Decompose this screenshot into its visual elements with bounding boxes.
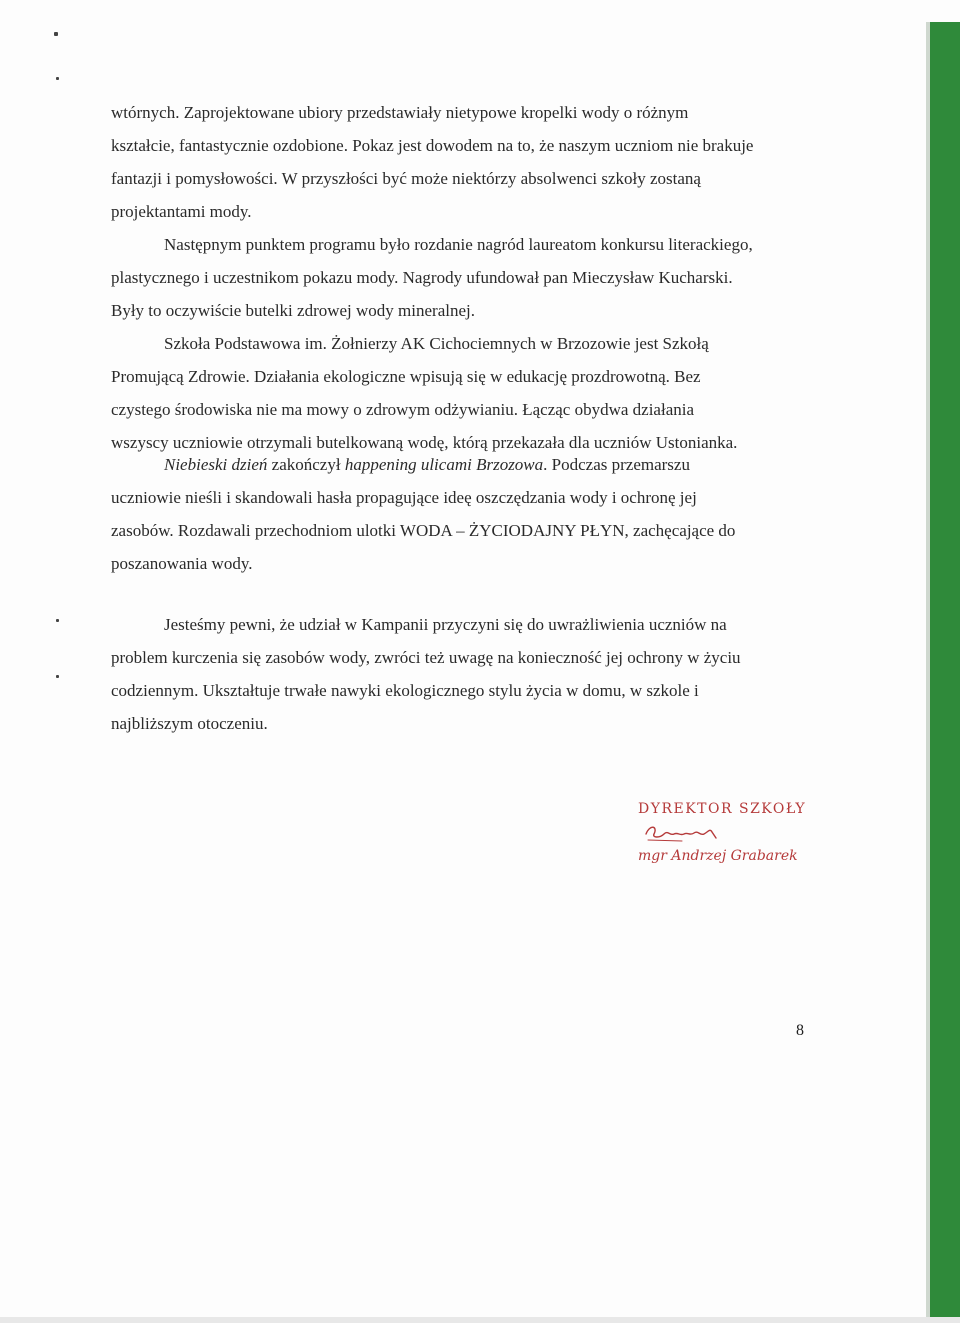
paragraph-blue-day: [111, 448, 831, 580]
text-line: poszanowania wody.: [111, 554, 253, 573]
text-line: Następnym punktem programu było rozdanie nagród laureatom konkursu literackiego,: [164, 235, 753, 254]
italic-event-detail: happening ulicami Brzozowa: [344, 455, 544, 474]
text-line: wszyscy uczniowie otrzymali butelkowaną wodę, którą przekazała dla uczniów Ustonianka.: [111, 433, 738, 452]
page-number: 8: [796, 1022, 804, 1039]
handwritten-signature: [642, 822, 722, 844]
text-line: problem kurczenia się zasobów wody, zwróci też uwagę na konieczność jej ochrony w życiu: [111, 648, 741, 667]
text-line: uczniowie nieśli i skandowali hasła propagujące ideę oszczędzania wody i ochronę jej: [111, 488, 697, 507]
text-line: Szkoła Podstawowa im. Żołnierzy AK Cichociemnych w Brzozowie jest Szkołą: [164, 334, 709, 353]
scan-dot: [56, 675, 59, 678]
text-line: Promującą Zdrowie. Działania ekologiczne wpisują się w edukację prozdrowotną. Bez: [111, 367, 701, 386]
paragraph-awards: [111, 228, 831, 327]
scan-dot: [54, 32, 58, 36]
paragraph-health-school: [111, 327, 831, 459]
text-line: codziennym. Ukształtuje trwałe nawyki ekologicznego stylu życia w domu, w szkole i: [111, 681, 699, 700]
scan-bottom-edge: [0, 1317, 960, 1323]
text-line: czystego środowiska nie ma mowy o zdrowym odżywianiu. Łącząc obydwa działania: [111, 400, 695, 419]
text-fragment: zakończył: [267, 455, 345, 474]
signature-title: DYREKTOR SZKOŁY: [638, 801, 807, 817]
text-line: fantazji i pomysłowości. W przyszłości być może niektórzy absolwenci szkoły zostaną: [111, 169, 701, 188]
text-line: wtórnych. Zaprojektowane ubiory przedstawiały nietypowe kropelki wody o różnym: [111, 103, 689, 122]
scan-dot: [56, 77, 59, 80]
text-line: Jesteśmy pewni, że udział w Kampanii przyczyni się do uwrażliwienia uczniów na: [164, 615, 727, 634]
text-line: projektantami mody.: [111, 202, 252, 221]
green-side-bar: [930, 22, 960, 1323]
text-line: plastycznego i uczestnikom pokazu mody. Nagrody ufundował pan Mieczysław Kucharski.: [111, 268, 733, 287]
italic-event-name: Niebieski dzień: [164, 455, 268, 474]
scan-dot: [56, 619, 59, 622]
text-line: Były to oczywiście butelki zdrowej wody mineralnej.: [111, 301, 475, 320]
signature-name: mgr Andrzej Grabarek: [638, 848, 798, 864]
paragraph-conclusion: [111, 608, 831, 740]
director-signature-stamp: [638, 798, 838, 866]
text-fragment: . Podczas przemarszu: [543, 455, 690, 474]
text-line: kształcie, fantastycznie ozdobione. Pokaz jest dowodem na to, że naszym uczniom nie brakuje: [111, 136, 754, 155]
paragraph-fashion-show: [111, 96, 831, 228]
text-line: [111, 448, 831, 481]
text-line: najbliższym otoczeniu.: [111, 714, 268, 733]
text-line: zasobów. Rozdawali przechodniom ulotki WODA – ŻYCIODAJNY PŁYN, zachęcające do: [111, 521, 736, 540]
